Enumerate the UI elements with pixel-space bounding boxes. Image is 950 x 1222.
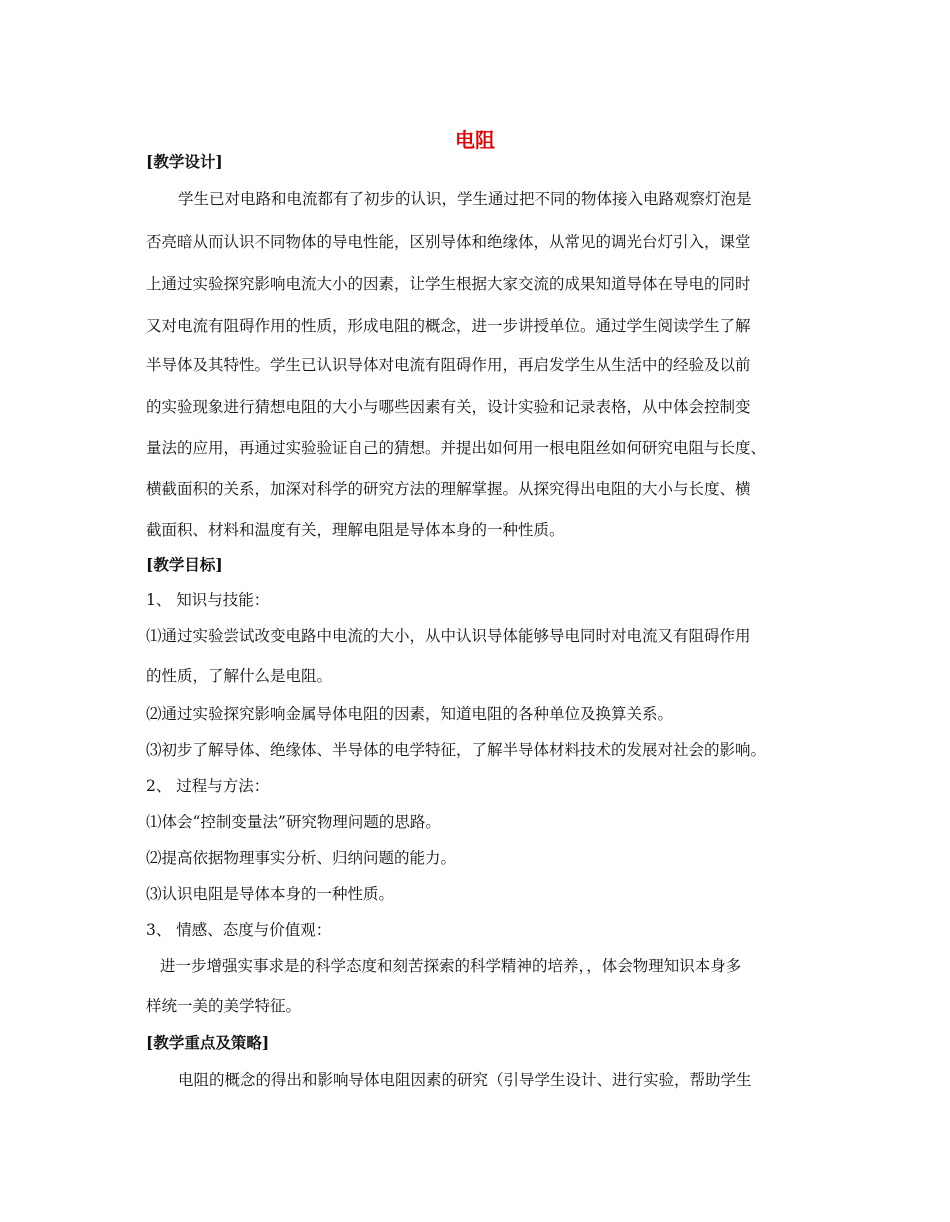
paragraph-line: 截面积、材料和温度有关，理解电阻是导体本身的一种性质。 [146,521,565,539]
paragraph-line: 半导体及其特性。学生已认识导体对电流有阻碍作用，再启发学生从生活中的经验及以前 [146,356,751,374]
list-item: ⑵提高依据物理事实分析、归纳问题的能力。 [146,849,457,867]
paragraph-line: 样统一美的美学特征。 [146,997,302,1015]
section-heading-focus: [教学重点及策略] [146,1033,270,1052]
list-item: 1、 知识与技能： [146,591,270,609]
paragraph-line: 上通过实验探究影响电流大小的因素，让学生根据大家交流的成果知道导体在导电的同时 [146,275,751,293]
list-item: ⑴体会“控制变量法”研究物理问题的思路。 [146,813,441,831]
list-item: ⑶认识电阻是导体本身的一种性质。 [146,885,395,903]
paragraph-line: 否亮暗从而认识不同物体的导电性能，区别导体和绝缘体，从常见的调光台灯引入，课堂 [146,233,751,251]
paragraph-line: 量法的应用，再通过实验验证自己的猜想。并提出如何用一根电阻丝如何研究电阻与长度、 [146,439,767,457]
paragraph-line: 的实验现象进行猜想电阻的大小与哪些因素有关，设计实验和记录表格，从中体会控制变 [146,398,751,416]
paragraph-line: 学生已对电路和电流都有了初步的认识，学生通过把不同的物体接入电路观察灯泡是 [178,190,752,208]
paragraph-line: 电阻的概念的得出和影响导体电阻因素的研究（引导学生设计、进行实验，帮助学生 [178,1071,752,1089]
paragraph-line: 又对电流有阻碍作用的性质，形成电阻的概念，进一步讲授单位。通过学生阅读学生了解 [146,317,751,335]
list-item: 的性质，了解什么是电阻。 [146,667,333,685]
page-title: 电阻 [455,128,495,152]
list-item: ⑶初步了解导体、绝缘体、半导体的电学特征，了解半导体材料技术的发展对社会的影响。 [146,741,767,759]
list-item: ⑴通过实验尝试改变电路中电流的大小，从中认识导体能够导电同时对电流又有阻碍作用 [146,627,751,645]
paragraph-line: 横截面积的关系，加深对科学的研究方法的理解掌握。从探究得出电阻的大小与长度、横 [146,480,751,498]
list-item: ⑵通过实验探究影响金属导体电阻的因素，知道电阻的各种单位及换算关系。 [146,705,674,723]
section-heading-goals: [教学目标] [146,555,223,574]
section-heading-design: [教学设计] [146,152,223,171]
list-item: 3、 情感、态度与价值观： [146,921,332,939]
list-item: 2、 过程与方法： [146,777,270,795]
paragraph-line: 进一步增强实事求是的科学态度和刻苦探索的科学精神的培养，，体会物理知识本身多 [160,957,742,975]
